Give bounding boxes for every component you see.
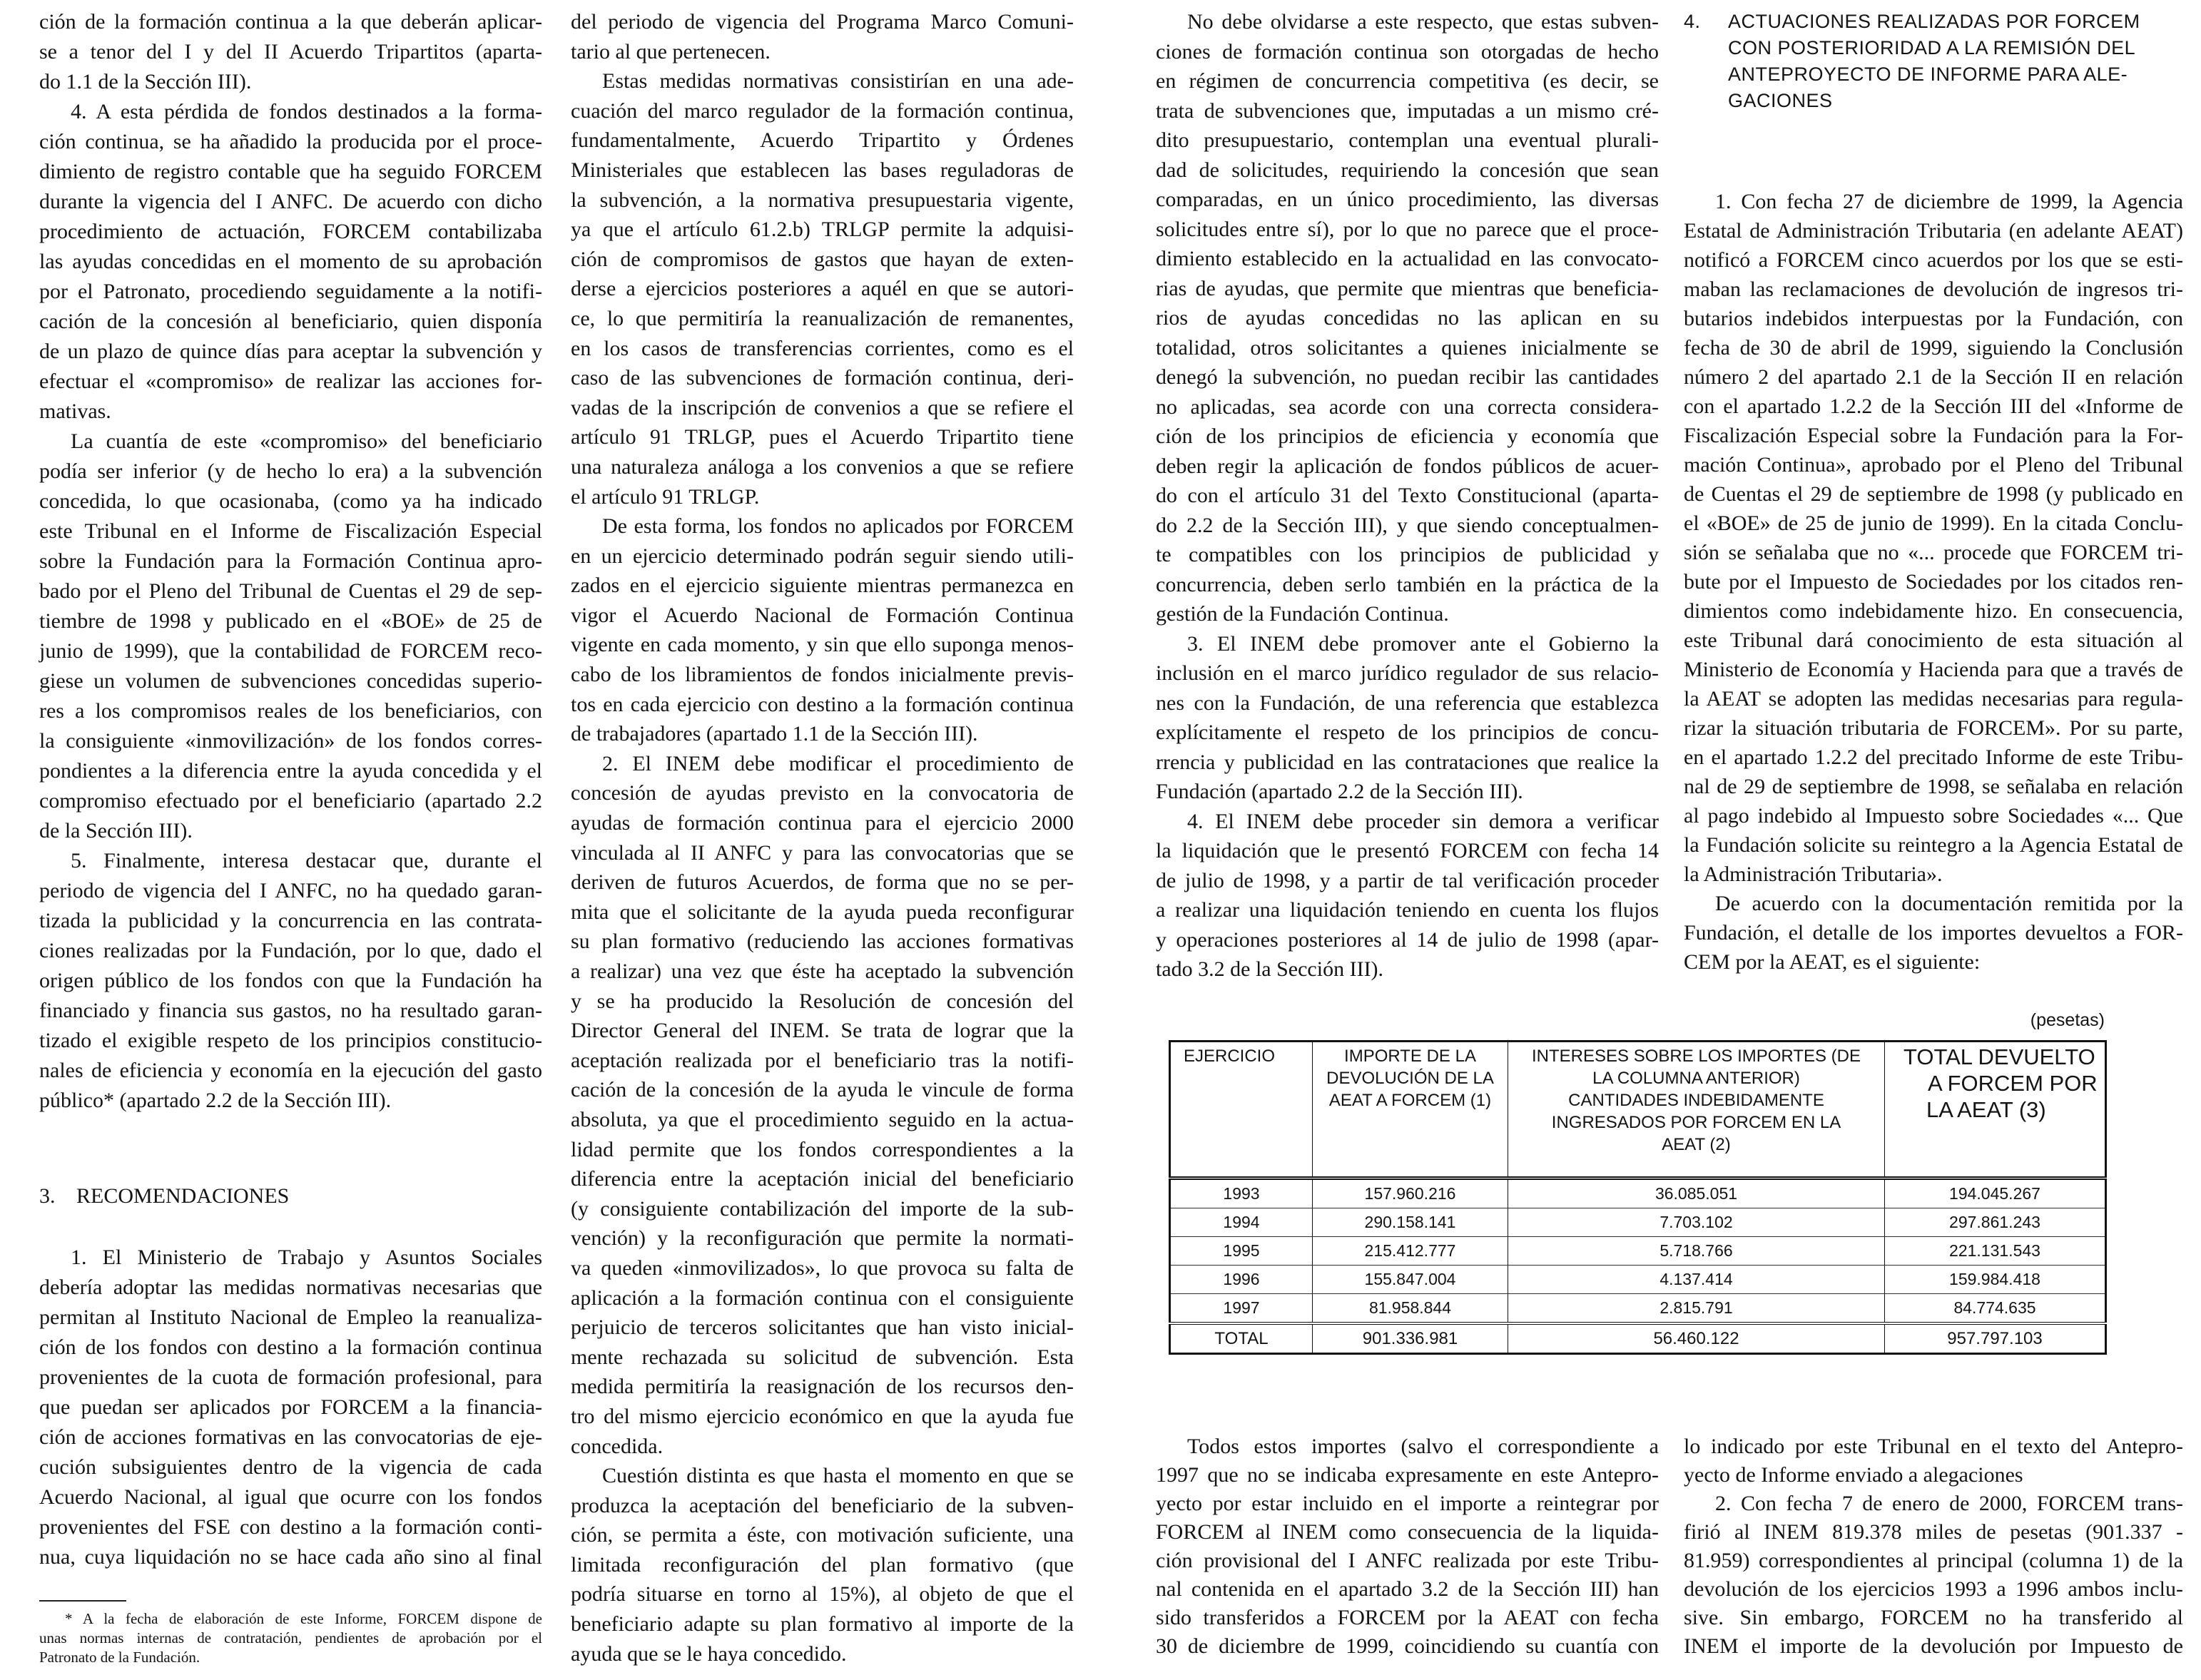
text-line: rias de ayudas, que permite que mientras que beneficia-	[1156, 276, 1659, 300]
text-line: vinculada al II ANFC y para las convocatorias que se	[571, 840, 1074, 865]
text-line: Fundación, el detalle de los importes devueltos a FOR-	[1684, 921, 2183, 945]
text-line: de trabajadores (apartado 1.1 de la Sección III).	[571, 722, 978, 746]
cell-importe: 290.158.141	[1313, 1208, 1508, 1237]
text-line: tario al que pertenecen.	[571, 39, 771, 63]
cell-total: 957.797.103	[1885, 1323, 2106, 1354]
text-line: diferencia entre la aceptación inicial del beneficiario	[571, 1167, 1074, 1191]
header-line: AEAT (2)	[1662, 1135, 1731, 1154]
text-line: rrencia y publicidad en las contrataciones que realice la	[1156, 750, 1659, 774]
text-line: al pago indebido al Impuesto sobre Sociedades «... Que	[1684, 804, 2183, 828]
text-line: sido transferidos a FORCEM por la AEAT con fecha	[1156, 1606, 1659, 1629]
text-line: de Cuentas el 29 de septiembre de 1998 (y publicado en	[1684, 482, 2183, 506]
text-line: ción continua, se ha añadido la producida por el proce-	[39, 130, 542, 153]
section-heading-recomendaciones	[39, 1181, 542, 1211]
text-line: totalidad, otros solicitantes a quienes inicialmente se	[1156, 335, 1659, 360]
text-line: * A la fecha de elaboración de este Informe, FORCEM dispone de	[65, 1610, 542, 1627]
cell-intereses: 2.815.791	[1508, 1294, 1885, 1324]
text-line: yecto de Informe enviado a alegaciones	[1684, 1463, 2023, 1487]
text-line: lidad permite que los fondos correspondientes a la	[571, 1137, 1074, 1161]
text-line: notificó a FORCEM cinco acuerdos por los que se esti-	[1684, 248, 2183, 272]
text-line: limitada reconfiguración del plan formativo (que	[571, 1552, 1074, 1577]
text-line: mente rechazada su solicitud de subvención. Esta	[571, 1345, 1074, 1369]
text-line: tado 3.2 de la Sección III).	[1156, 957, 1384, 981]
text-line: De acuerdo con la documentación remitida por la	[1715, 892, 2183, 915]
text-line: ción, se permita a éste, con motivación suficiente, una	[571, 1523, 1074, 1547]
text-line: la Administración Tributaria».	[1684, 862, 1943, 886]
text-line: Todos estos importes (salvo el correspondiente a	[1187, 1435, 1659, 1458]
cell-ejercicio: 1993	[1170, 1178, 1313, 1208]
text-line: deben regir la aplicación de fondos públicos de acuer-	[1156, 454, 1659, 478]
cell-total: 194.045.267	[1885, 1178, 2106, 1208]
right-page-column-1	[1156, 7, 1659, 984]
text-line: denegó la subvención, no puedan recibir las cantidades	[1156, 365, 1659, 389]
text-line: periodo de vigencia del I ANFC, no ha quedado garan-	[39, 879, 542, 902]
header-line: TOTAL DEVUELTO	[1903, 1044, 2095, 1069]
cell-intereses: 4.137.414	[1508, 1266, 1885, 1294]
text-line: las ayudas concedidas en el momento de su aprobación	[39, 250, 542, 273]
text-line: mita que el solicitante de la ayuda pueda reconfigurar	[571, 900, 1074, 924]
cell-ejercicio: 1994	[1170, 1208, 1313, 1237]
text-line: en un ejercicio determinado podrán seguir siendo utili-	[571, 544, 1074, 568]
text-line: y operaciones posteriores al 14 de julio de 1998 (apar-	[1156, 927, 1659, 952]
text-line: durante la vigencia del I ANFC. De acuerdo con dicho	[39, 190, 542, 213]
text-line: mativas.	[39, 399, 111, 423]
text-line: procedimiento de actuación, FORCEM contabilizaba	[39, 220, 542, 243]
text-line: público* (apartado 2.2 de la Sección III).	[39, 1089, 392, 1112]
text-line: mación Continua», aprobado por el Pleno del Tribunal	[1684, 453, 2183, 477]
text-line: su plan formativo (reduciendo las acciones formativas	[571, 930, 1074, 954]
header-line: EJERCICIO	[1184, 1047, 1276, 1066]
section-number: 3.	[39, 1184, 56, 1208]
text-line: sión se señalaba que no «... procede que FORCEM tri-	[1684, 541, 2183, 564]
text-line: vención) y la reconfiguración que permite la normati-	[571, 1226, 1074, 1251]
text-line: INEM el importe de la devolución por Impuesto de	[1684, 1634, 2183, 1658]
text-line: este Tribunal dará conocimiento de esta situación al	[1684, 628, 2183, 652]
text-line: do 2.2 de la Sección III), y que siendo conceptualmen-	[1156, 513, 1659, 537]
text-line: beneficiario adapte su plan formativo al importe de la	[571, 1612, 1074, 1636]
text-line: a realizar una liquidación teniendo en cuenta los flujos	[1156, 898, 1659, 922]
text-line: 3. El INEM debe promover ante el Gobierno la	[1187, 631, 1659, 656]
text-line: efectuar el «compromiso» de realizar las acciones for-	[39, 370, 542, 393]
text-line: zados en el ejercicio siguiente mientras permanezca en	[571, 574, 1074, 598]
text-line: tiembre de 1998 y publicado en el «BOE» de 25 de	[39, 609, 542, 633]
text-line: inclusión en el marco jurídico regulador de sus relacio-	[1156, 661, 1659, 685]
text-line: No debe olvidarse a este respecto, que estas subven-	[1187, 10, 1659, 34]
right-page-column-2-bottom	[1684, 1432, 2183, 1661]
left-page-column-2	[571, 7, 1074, 1669]
text-line: sobre la Fundación para la Formación Continua apro-	[39, 549, 542, 573]
text-line: maban las reclamaciones de devolución de ingresos tri-	[1684, 278, 2183, 301]
cell-ejercicio: TOTAL	[1170, 1323, 1313, 1354]
text-line: ción de los fondos con destino a la formación continua	[39, 1335, 542, 1359]
text-line: compromiso efectuado por el beneficiario (apartado 2.2	[39, 789, 542, 813]
section-title-line: ANTEPROYECTO DE INFORME PARA ALE-	[1728, 63, 2128, 85]
text-line: comparadas, en un único procedimiento, las diversas	[1156, 188, 1659, 211]
text-line: rios de ayudas concedidas no las aplican en su	[1156, 306, 1659, 330]
text-line: 81.959) correspondientes al principal (columna 1) de la	[1684, 1549, 2183, 1572]
header-line: LA AEAT (3)	[1926, 1097, 2046, 1122]
text-line: cuación del marco regulador de la formación continua,	[571, 98, 1074, 123]
text-line: Patronato de la Fundación.	[39, 1649, 200, 1666]
cell-importe: 155.847.004	[1313, 1266, 1508, 1294]
text-line: que puedan ser aplicados por FORCEM a la financia-	[39, 1395, 542, 1419]
text-line: dimiento establecido en la actualidad en las convocato-	[1156, 247, 1659, 270]
text-line: 1997 que no se indicaba expresamente en este Antepro-	[1156, 1463, 1659, 1487]
text-line: 5. Finalmente, interesa destacar que, durante el	[71, 849, 542, 872]
text-line: perjuicio de terceros solicitantes que han visto inicial-	[571, 1315, 1074, 1340]
text-line: dimiento de registro contable que ha seguido FORCEM	[39, 160, 542, 183]
text-line: res a los compromisos reales de los beneficiarios, con	[39, 699, 542, 723]
text-line: del periodo de vigencia del Programa Marco Comuni-	[571, 10, 1074, 34]
cell-ejercicio: 1995	[1170, 1237, 1313, 1266]
text-line: unas normas internas de contratación, pendientes de aprobación por el	[39, 1629, 542, 1646]
table-row	[1170, 1208, 2106, 1237]
text-line: Fundación (apartado 2.2 de la Sección III).	[1156, 780, 1523, 803]
table-row	[1170, 1266, 2106, 1294]
text-line: 2. Con fecha 7 de enero de 2000, FORCEM trans-	[1715, 1492, 2183, 1515]
cell-importe: 215.412.777	[1313, 1237, 1508, 1266]
left-page-column-1-bottom	[39, 1243, 542, 1572]
text-line: dito presupuestario, contemplan una eventual plurali-	[1156, 128, 1659, 152]
header-line: A FORCEM POR	[1928, 1071, 2098, 1096]
text-line: Ministerio de Economía y Hacienda para que a través de	[1684, 658, 2183, 681]
text-line: explícitamente el respeto de los principios de concu-	[1156, 721, 1659, 744]
text-line: en el apartado 1.2.2 del precitado Informe de este Tribu-	[1684, 745, 2183, 769]
cell-total: 297.861.243	[1885, 1208, 2106, 1237]
text-line: Fiscalización Especial sobre la Fundación para la For-	[1684, 424, 2183, 447]
text-line: se a tenor del I y del II Acuerdo Tripartitos (aparta-	[39, 40, 542, 63]
text-line: te compatibles con los principios de publicidad y	[1156, 543, 1659, 566]
text-line: Estatal de Administración Tributaria (en adelante AEAT)	[1684, 219, 2183, 243]
table-row	[1170, 1178, 2106, 1208]
text-line: bute por el Impuesto de Sociedades por los citados ren-	[1684, 570, 2183, 594]
header-line: CANTIDADES INDEBIDAMENTE	[1568, 1091, 1824, 1110]
text-line: nal contenida en el apartado 3.2 de la Sección III) han	[1156, 1577, 1659, 1601]
table-unit-label: (pesetas)	[2030, 1010, 2105, 1030]
text-line: nales de eficiencia y economía en la ejecución del gasto	[39, 1059, 542, 1082]
text-line: podría situarse en torno al 15%), al objeto de que el	[571, 1582, 1074, 1607]
text-line: ayudas de formación continua para el ejercicio 2000	[571, 811, 1074, 835]
footnote-divider	[39, 1600, 126, 1602]
text-line: 1. El Ministerio de Trabajo y Asuntos Sociales	[71, 1246, 542, 1269]
header-intereses	[1508, 1042, 1885, 1178]
text-line: este Tribunal en el Informe de Fiscalización Especial	[39, 519, 542, 543]
cell-ejercicio: 1997	[1170, 1294, 1313, 1324]
text-line: pondientes a la diferencia entre la ayuda concedida y el	[39, 759, 542, 783]
header-line: INGRESADOS POR FORCEM EN LA	[1551, 1113, 1841, 1132]
text-line: La cuantía de este «compromiso» del beneficiario	[71, 429, 542, 453]
section-title-line: ACTUACIONES REALIZADAS POR FORCEM	[1728, 11, 2140, 32]
header-importe	[1313, 1042, 1508, 1178]
header-line: DEVOLUCIÓN DE LA	[1326, 1069, 1494, 1088]
text-line: FORCEM al INEM como consecuencia de la liquida-	[1156, 1520, 1659, 1544]
text-line: ción de acciones formativas en las convocatorias de eje-	[39, 1425, 542, 1449]
text-line: en régimen de concurrencia competitiva (es decir, se	[1156, 69, 1659, 93]
text-line: de un plazo de quince días para aceptar la subvención y	[39, 340, 542, 363]
text-line: rizar la situación tributaria de FORCEM». Por su parte,	[1684, 716, 2183, 740]
text-line: la subvención, a la normativa presupuestaria vigente,	[571, 188, 1074, 212]
text-line: trata de subvenciones que, imputadas a un mismo cré-	[1156, 98, 1659, 123]
text-line: derse a ejercicios posteriores a aquél en que se autori-	[571, 277, 1074, 301]
text-line: el artículo 91 TRLGP.	[571, 484, 760, 509]
text-line: 30 de diciembre de 1999, coincidiendo su cuantía con	[1156, 1634, 1659, 1658]
text-line: medida permitiría la reasignación de los recursos den-	[571, 1375, 1074, 1399]
section-title: RECOMENDACIONES	[76, 1184, 290, 1208]
text-line: y se ha producido la Resolución de concesión del	[571, 989, 1074, 1013]
text-line: fundamentalmente, Acuerdo Tripartito y Órdenes	[571, 128, 1074, 153]
text-line: provenientes del FSE con destino a la formación conti-	[39, 1515, 542, 1539]
text-line: dimientos como indebidamente hizo. En consecuencia,	[1684, 599, 2183, 623]
text-line: debería adoptar las medidas normativas necesarias que	[39, 1276, 542, 1299]
text-line: número 2 del apartado 2.1 de la Sección II en relación	[1684, 365, 2183, 389]
text-line: absoluta, ya que el procedimiento seguido en la actua-	[571, 1107, 1074, 1131]
text-line: sive. Sin embargo, FORCEM no ha transferido al	[1684, 1606, 2183, 1629]
cell-importe: 901.336.981	[1313, 1323, 1508, 1354]
text-line: de julio de 1998, y a partir de tal verificación proceder	[1156, 868, 1659, 892]
text-line: ción de la formación continua a la que deberán aplicar-	[39, 10, 542, 34]
text-line: (y consiguiente contabilización del importe de la sub-	[571, 1196, 1074, 1221]
cell-importe: 81.958.844	[1313, 1294, 1508, 1324]
text-line: ya que el artículo 61.2.b) TRLGP permite la adquisi-	[571, 218, 1074, 242]
text-line: ción provisional del I ANFC realizada por este Tribu-	[1156, 1549, 1659, 1572]
text-line: CEM por la AEAT, es el siguiente:	[1684, 950, 1981, 974]
text-line: lo indicado por este Tribunal en el texto del Antepro-	[1684, 1435, 2183, 1458]
text-line: la liquidación que le presentó FORCEM con fecha 14	[1156, 839, 1659, 862]
text-line: gestión de la Fundación Continua.	[1156, 602, 1449, 626]
table-row	[1170, 1237, 2106, 1266]
text-line: ce, lo que permitiría la reanualización de remanentes,	[571, 306, 1074, 330]
text-line: Ministeriales que establecen las bases reguladoras de	[571, 158, 1074, 182]
cell-intereses: 56.460.122	[1508, 1323, 1885, 1354]
text-line: una naturaleza análoga a los convenios a que se refiere	[571, 454, 1074, 479]
text-line: 1. Con fecha 27 de diciembre de 1999, la Agencia	[1715, 190, 2183, 213]
text-line: vadas de la inscripción de convenios a que se refiere el	[571, 395, 1074, 419]
text-line: Director General del INEM. Se trata de lograr que la	[571, 1019, 1074, 1043]
text-line: ción de compromisos de gastos que hayan de exten-	[571, 247, 1074, 271]
text-line: la AEAT se adopten las medidas necesarias para regula-	[1684, 687, 2183, 711]
text-line: Estas medidas normativas consistirían en una ade-	[602, 69, 1074, 93]
text-line: cación de la concesión de la ayuda le vincule de forma	[571, 1078, 1074, 1102]
text-line: 4. A esta pérdida de fondos destinados a la forma-	[71, 100, 542, 123]
text-line: giese un volumen de subvenciones concedidas superio-	[39, 669, 542, 693]
section-number: 4.	[1684, 11, 1701, 32]
text-line: aplicación a la formación continua con el consiguiente	[571, 1286, 1074, 1310]
text-line: do 1.1 de la Sección III).	[39, 70, 252, 93]
footnote	[39, 1609, 542, 1667]
text-line: caso de las subvenciones de formación continua, deri-	[571, 366, 1074, 390]
text-line: a realizar) una vez que éste ha aceptado la subvención	[571, 959, 1074, 983]
text-line: origen público de los fondos con que la Fundación ha	[39, 969, 542, 992]
right-page-column-1-bottom	[1156, 1432, 1659, 1661]
left-page-column-1-top	[39, 7, 542, 1116]
section-title-line: GACIONES	[1728, 90, 1833, 111]
header-ejercicio	[1170, 1042, 1313, 1178]
text-line: concedida, lo que ocasionaba, (como ya ha indicado	[39, 489, 542, 513]
text-line: tizada la publicidad y la concurrencia en las contrata-	[39, 909, 542, 932]
table-total-row	[1170, 1323, 2106, 1354]
text-line: provenientes de la cuota de formación profesional, para	[39, 1365, 542, 1389]
header-line: INTERESES SOBRE LOS IMPORTES (DE	[1532, 1047, 1861, 1066]
cell-intereses: 7.703.102	[1508, 1208, 1885, 1237]
text-line: yecto por estar incluido en el importe a reintegrar por	[1156, 1492, 1659, 1515]
text-line: ayuda que se le haya concedido.	[571, 1641, 847, 1666]
section-title-line: CON POSTERIORIDAD A LA REMISIÓN DEL	[1728, 37, 2136, 58]
text-line: permitan al Instituto Nacional de Empleo la reanualiza-	[39, 1305, 542, 1329]
text-line: tos en cada ejercicio con destino a la formación continua	[571, 692, 1074, 716]
text-line: nal de 29 de septiembre de 1998, se señalaba en relación	[1684, 775, 2183, 798]
text-line: no aplicadas, sea acorde con una correcta considera-	[1156, 394, 1659, 419]
text-line: la consiguiente «inmovilización» de los fondos corres-	[39, 729, 542, 753]
text-line: Cuestión distinta es que hasta el momento en que se	[602, 1464, 1074, 1488]
cell-intereses: 5.718.766	[1508, 1237, 1885, 1266]
text-line: ción de los principios de eficiencia y economía que	[1156, 424, 1659, 448]
text-line: devolución de los ejercicios 1993 a 1996 ambos inclu-	[1684, 1577, 2183, 1601]
text-line: aceptación realizada por el beneficiario tras la notifi-	[571, 1048, 1074, 1072]
text-line: bado por el Pleno del Tribunal de Cuentas el 29 de sep-	[39, 579, 542, 603]
text-line: cución subsiguientes dentro de la vigencia de cada	[39, 1455, 542, 1479]
text-line: en los casos de transferencias corrientes, como es el	[571, 336, 1074, 360]
text-line: dad de solicitudes, requiriendo la concesión que sean	[1156, 158, 1659, 182]
text-line: do con el artículo 31 del Texto Constitucional (aparta-	[1156, 484, 1659, 507]
text-line: 4. El INEM debe proceder sin demora a verificar	[1187, 809, 1659, 833]
text-line: va queden «inmovilizados», lo que provoca su falta de	[571, 1256, 1074, 1280]
text-line: produzca la aceptación del beneficiario de la subven-	[571, 1493, 1074, 1517]
text-line: nua, cuya liquidación no se hace cada año sino al final	[39, 1545, 542, 1569]
text-line: concedida.	[571, 1434, 664, 1458]
header-line: LA COLUMNA ANTERIOR)	[1592, 1069, 1800, 1088]
text-line: tro del mismo ejercicio económico en que la ayuda fue	[571, 1404, 1074, 1428]
text-line: vigor el Acuerdo Nacional de Formación Continua	[571, 603, 1074, 627]
text-line: financiado y financia sus gastos, no ha resultado garan-	[39, 999, 542, 1022]
text-line: fecha de 30 de abril de 1999, siguiendo la Conclusión	[1684, 336, 2183, 360]
header-total-devuelto	[1885, 1042, 2106, 1178]
section-heading-actuaciones	[1684, 9, 2183, 114]
text-line: firió al INEM 819.378 miles de pesetas (901.337 -	[1684, 1520, 2183, 1544]
text-line: el «BOE» de 25 de junio de 1999). En la citada Conclu-	[1684, 511, 2183, 535]
text-line: la Fundación solicite su reintegro a la Agencia Estatal de	[1684, 833, 2183, 857]
text-line: 2. El INEM debe modificar el procedimiento de	[602, 751, 1074, 775]
text-line: De esta forma, los fondos no aplicados por FORCEM	[602, 514, 1074, 539]
text-line: deriven de futuros Acuerdos, de forma que no se per-	[571, 870, 1074, 895]
header-line: AEAT A FORCEM (1)	[1328, 1091, 1492, 1110]
text-line: cabo de los libramientos de fondos inicialmente previs-	[571, 663, 1074, 687]
text-line: concesión de ayudas previsto en la convocatoria de	[571, 781, 1074, 805]
text-line: por el Patronato, procediendo seguidamente a la notifi-	[39, 280, 542, 303]
text-line: podía ser inferior (y de hecho lo era) a la subvención	[39, 459, 542, 483]
text-line: artículo 91 TRLGP, pues el Acuerdo Tripartito tiene	[571, 425, 1074, 449]
section-title	[1728, 9, 2183, 114]
table-row	[1170, 1294, 2106, 1324]
text-line: junio de 1999), que la contabilidad de FORCEM reco-	[39, 639, 542, 663]
table-header-row	[1170, 1042, 2106, 1178]
text-line: butarios indebidos interpuestas por la Fundación, con	[1684, 307, 2183, 330]
text-line: tizado el exigible respeto de los principios constitucio-	[39, 1029, 542, 1052]
cell-importe: 157.960.216	[1313, 1178, 1508, 1208]
text-line: solicitudes entre sí), por lo que no parece que el proce-	[1156, 217, 1659, 241]
text-line: cación de la concesión al beneficiario, quien disponía	[39, 310, 542, 333]
right-page-column-2-top	[1684, 187, 2183, 977]
text-line: con el apartado 1.2.2 de la Sección III del «Informe de	[1684, 394, 2183, 418]
cell-ejercicio: 1996	[1170, 1266, 1313, 1294]
refunds-table	[1169, 1040, 2107, 1355]
cell-total: 84.774.635	[1885, 1294, 2106, 1324]
text-line: de la Sección III).	[39, 819, 193, 842]
cell-total: 221.131.543	[1885, 1237, 2106, 1266]
text-line: nes con la Fundación, de una referencia que establezca	[1156, 691, 1659, 715]
text-line: ciones realizadas por la Fundación, por lo que, dado el	[39, 939, 542, 962]
header-line: IMPORTE DE LA	[1344, 1047, 1476, 1066]
cell-intereses: 36.085.051	[1508, 1178, 1885, 1208]
cell-total: 159.984.418	[1885, 1266, 2106, 1294]
text-line: Acuerdo Nacional, al igual que ocurre con los fondos	[39, 1485, 542, 1509]
text-line: concurrencia, deben serlo también en la práctica de la	[1156, 572, 1659, 596]
text-line: vigente en cada momento, y sin que ello suponga menos-	[571, 633, 1074, 657]
text-line: ciones de formación continua son otorgadas de hecho	[1156, 39, 1659, 63]
